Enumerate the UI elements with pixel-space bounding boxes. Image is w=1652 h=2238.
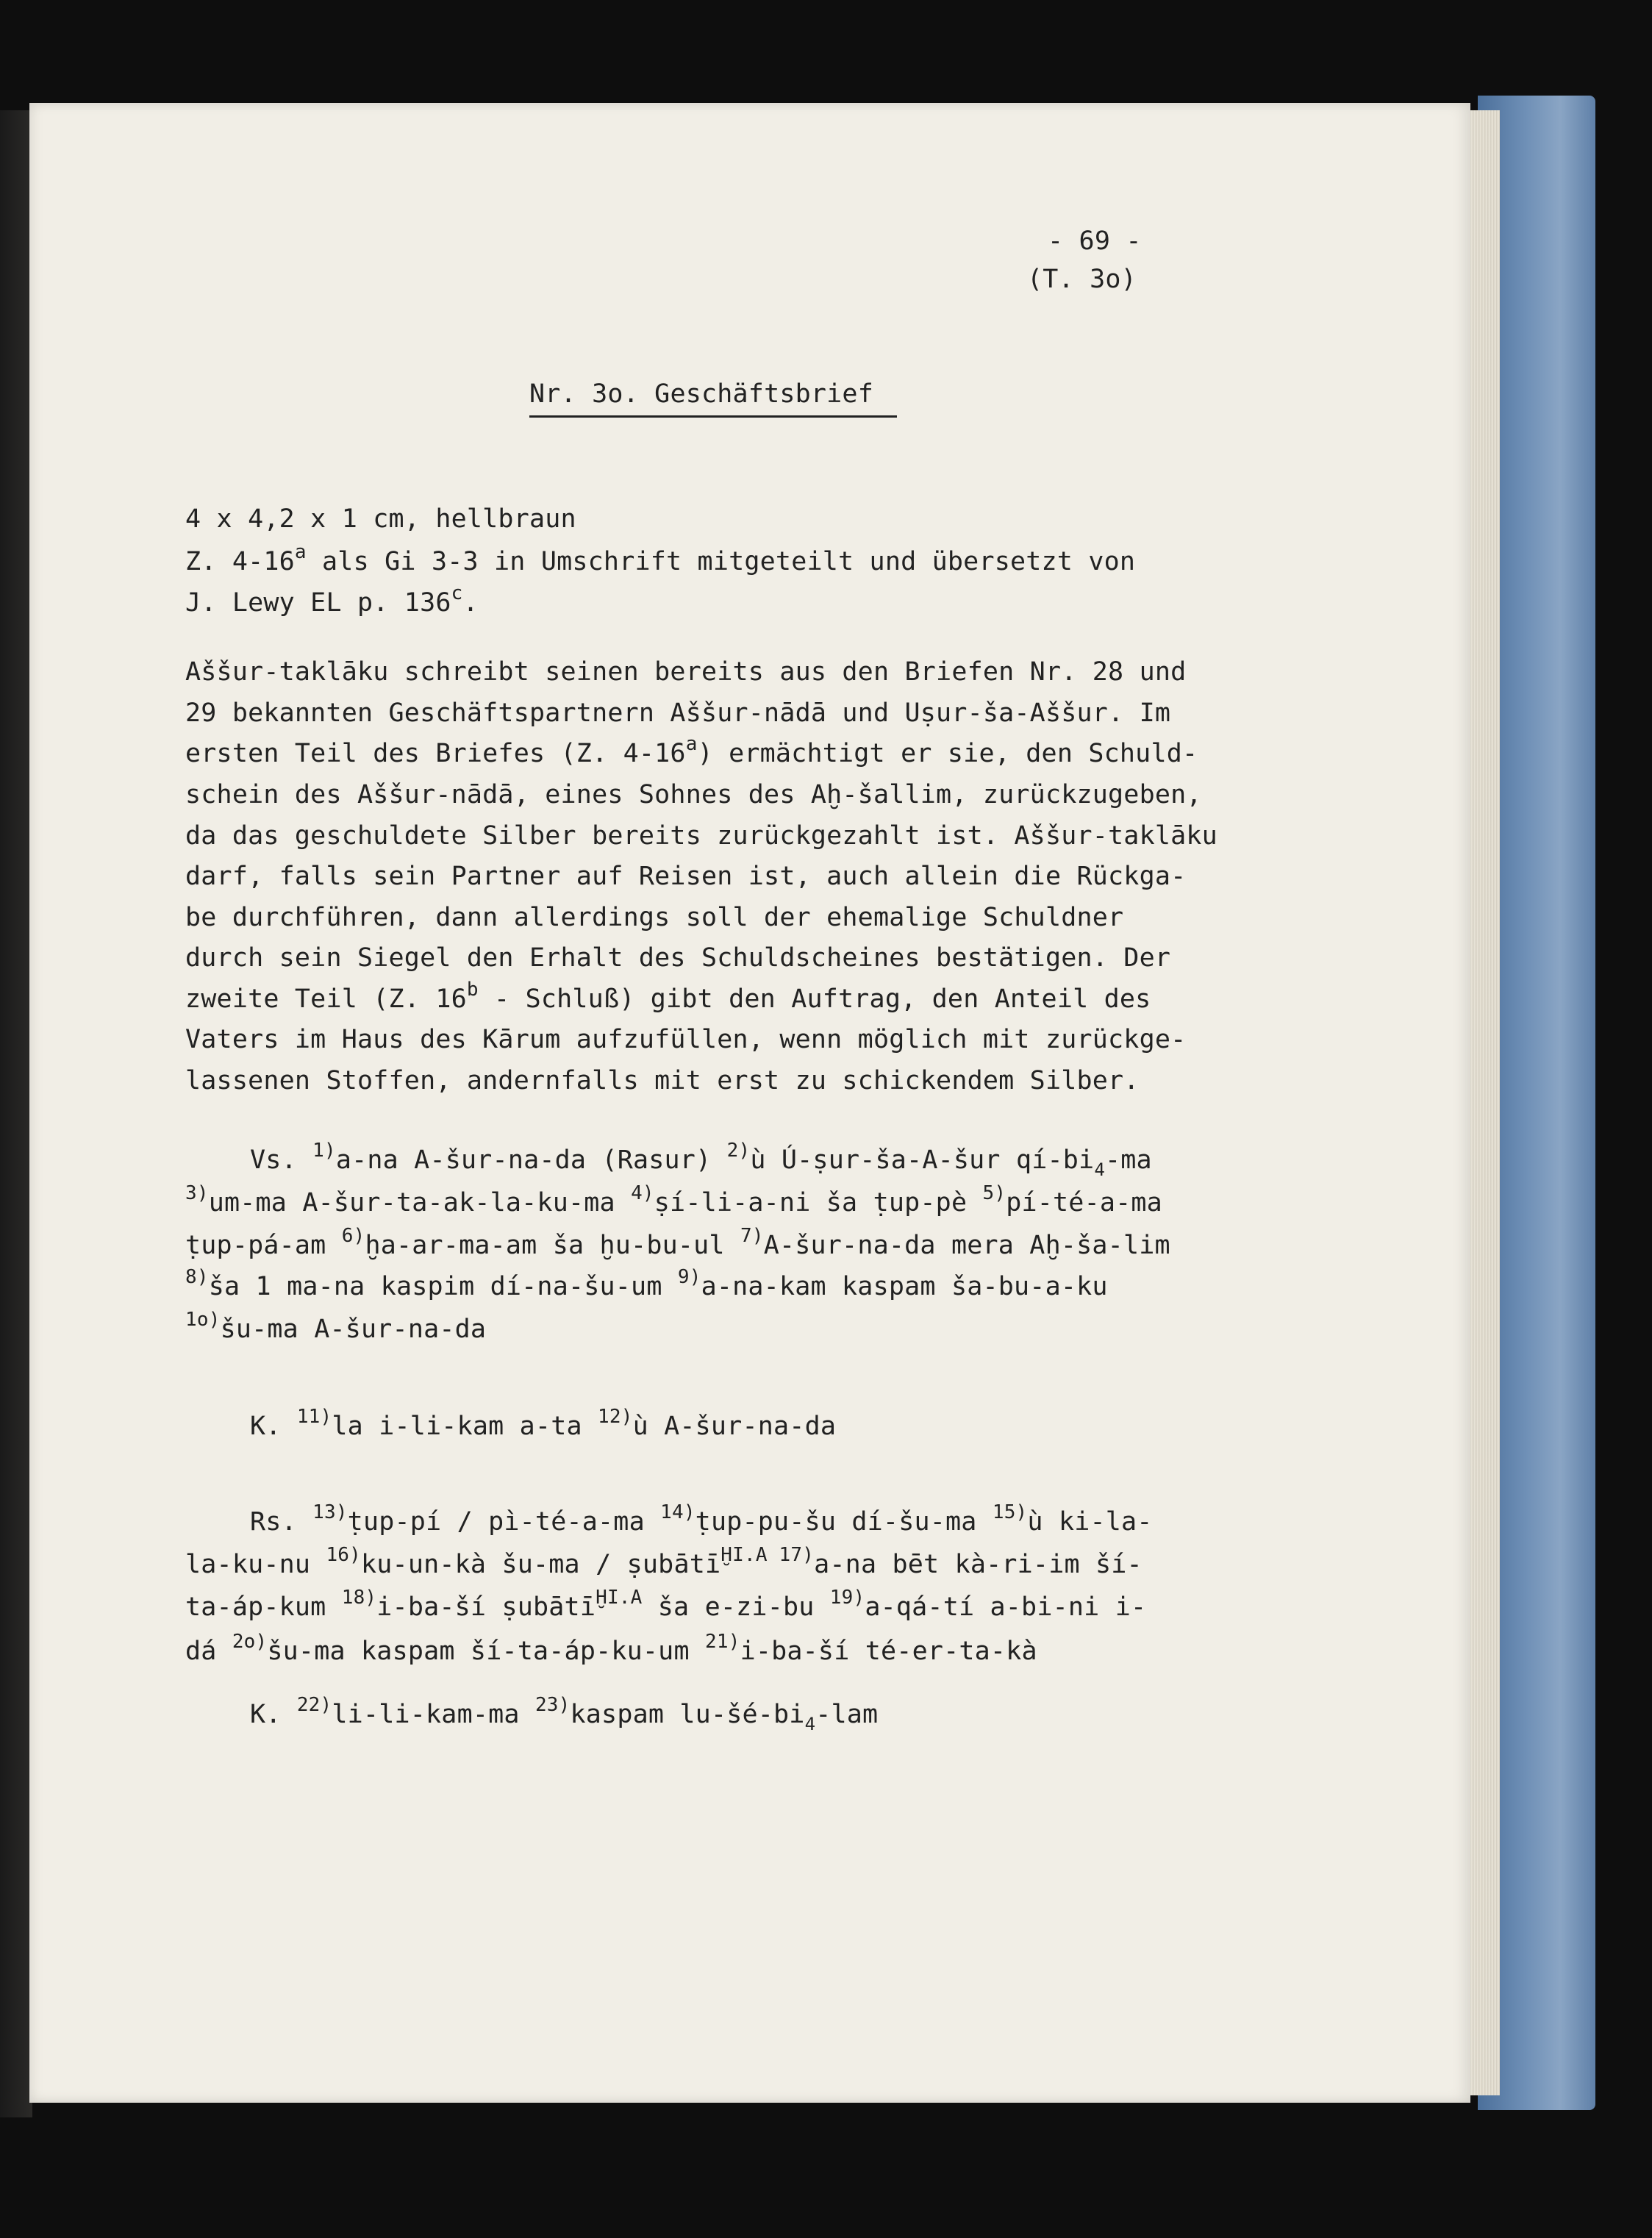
translit-line-10: dá $^{2o)}$šu-ma kaspam ší-ta-áp-ku-um $^{21)}$i-ba-ší té-er-ta-kà [185, 1631, 1037, 1666]
page-title: Nr. 3o. Geschäftsbrief [529, 379, 873, 409]
translit-line-2: $^{3)}$um-ma A-šur-ta-ak-la-ku-ma $^{4)}$ṣí-li-a-ni ša ṭup-pè $^{5)}$pí-té-a-ma [185, 1182, 1162, 1218]
reference-line-1: Z. 4-16$^a$ als Gi 3-3 in Umschrift mitgeteilt und übersetzt von [185, 541, 1136, 576]
tablet-dimensions: 4 x 4,2 x 1 cm, hellbraun [185, 504, 576, 534]
summary-line: durch sein Siegel den Erhalt des Schuldscheines bestätigen. Der [185, 943, 1171, 973]
translit-line-7: Rs. $^{13)}$ṭup-pí / pì-té-a-ma $^{14)}$ṭup-pu-šu dí-šu-ma $^{15)}$ù ki-la- [250, 1501, 1153, 1537]
translit-line-3: ṭup-pá-am $^{6)}$ḫa-ar-ma-am ša ḫu-bu-ul $^{7)}$A-šur-na-da mera Aḫ-ša-lim [185, 1225, 1170, 1260]
summary-line: Vaters im Haus des Kārum aufzufüllen, wenn möglich mit zurückge- [185, 1025, 1187, 1054]
summary-line: darf, falls sein Partner auf Reisen ist, auch allein die Rückga- [185, 862, 1187, 891]
summary-line: zweite Teil (Z. 16$^b$ - Schluß) gibt den Auftrag, den Anteil des [185, 979, 1151, 1014]
translit-line-9: ta-áp-kum $^{18)}$i-ba-ší ṣubātī$^{ḪI.A}$ ša e-zi-bu $^{19)}$a-qá-tí a-bi-ni i- [185, 1587, 1147, 1622]
translit-line-8: la-ku-nu $^{16)}$ku-un-kà šu-ma / ṣubātī$^{ḪI.A}$ $^{17)}$a-na bēt kà-ri-im ší- [185, 1544, 1143, 1579]
background-left [0, 110, 32, 2117]
page-number: - 69 - [1048, 226, 1142, 256]
summary-line: lassenen Stoffen, andernfalls mit erst zu schickendem Silber. [185, 1066, 1140, 1095]
summary-line: ersten Teil des Briefes (Z. 4-16$^a$) ermächtigt er sie, den Schuld- [185, 733, 1198, 768]
summary-line: Aššur-taklāku schreibt seinen bereits aus den Briefen Nr. 28 und [185, 657, 1187, 687]
summary-line: da das geschuldete Silber bereits zurückgezahlt ist. Aššur-taklāku [185, 821, 1217, 851]
summary-line: schein des Aššur-nādā, eines Sohnes des Aḫ-šallim, zurückzugeben, [185, 780, 1202, 809]
title-underline [529, 415, 897, 418]
tablet-reference: (T. 3o) [1027, 265, 1137, 294]
translit-line-5: $^{1o)}$šu-ma A-šur-na-da [185, 1309, 487, 1344]
summary-line: be durchführen, dann allerdings soll der ehemalige Schuldner [185, 903, 1124, 932]
summary-line: 29 bekannten Geschäftspartnern Aššur-nādā und Uṣur-ša-Aššur. Im [185, 698, 1171, 728]
translit-line-1: Vs. $^{1)}$a-na A-šur-na-da (Rasur) $^{2)}$ù Ú-ṣur-ša-A-šur $qí-bi_4-ma$ [250, 1140, 1152, 1180]
translit-line-6: K. $^{11)}$la i-li-kam a-ta $^{12)}$ù A-šur-na-da [250, 1406, 837, 1441]
translit-line-4: $^{8)}$ša 1 ma-na kaspim dí-na-šu-um $^{9)}$a-na-kam kaspam ša-bu-a-ku [185, 1266, 1108, 1301]
translit-line-11: K. $^{22)}$li-li-kam-ma $^{23)}$kaspam $lu-šé-bi_4$-lam [250, 1694, 879, 1734]
reference-line-2: J. Lewy EL p. 136$^c$. [185, 582, 479, 618]
document-page [29, 103, 1470, 2103]
